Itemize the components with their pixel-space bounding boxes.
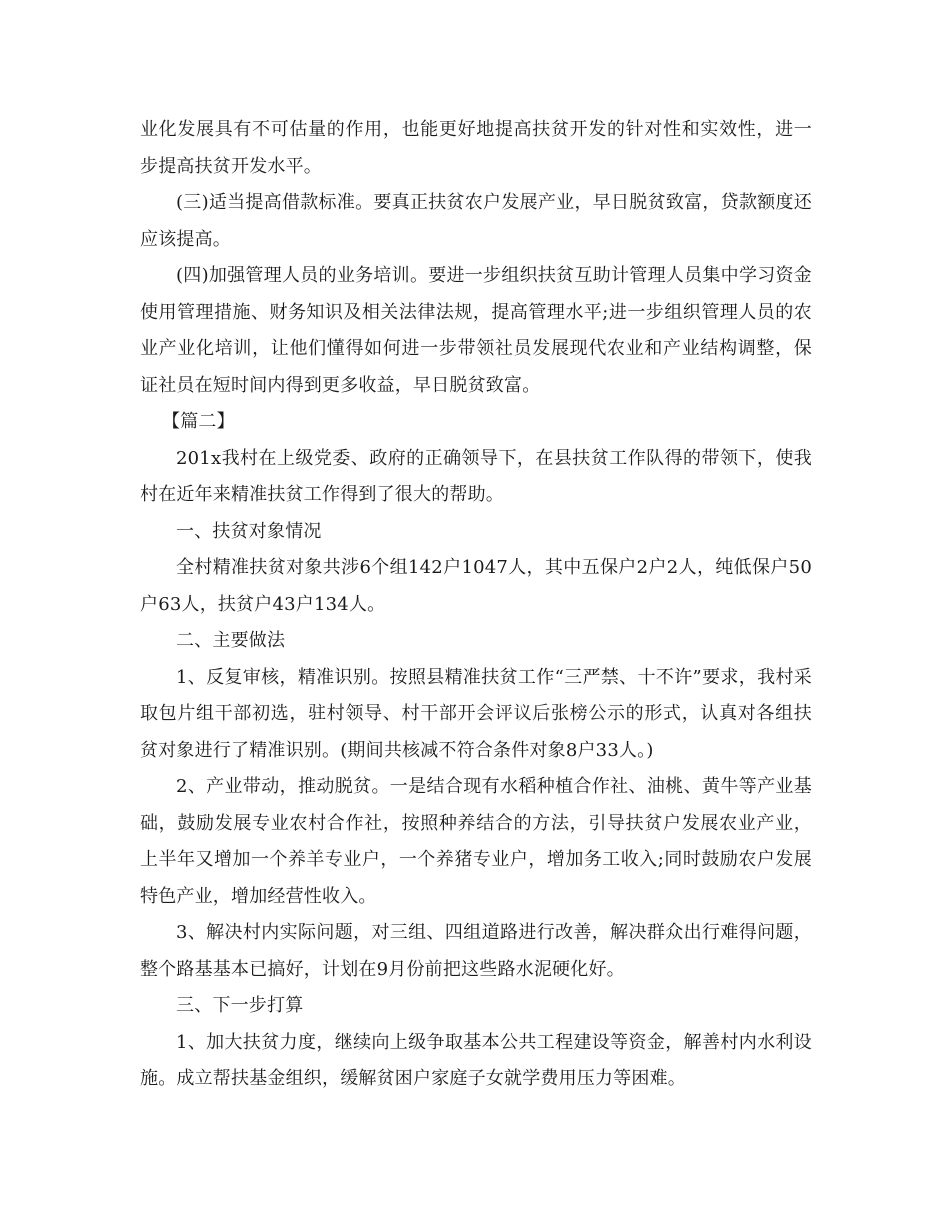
subheading-target-situation: 一、扶贫对象情况 — [176, 520, 322, 542]
paragraph-next-step-1: 1、加大扶贫力度，继续向上级争取基本公共工程建设等资金，解善村内水利设施。成立帮扶基金组织，缓解贫困户家庭子女就学费用压力等困难。 — [140, 1031, 812, 1089]
paragraph-item-3: (三)适当提高借款标准。要真正扶贫农户发展产业，早日脱贫致富，贷款额度还应该提高。 — [140, 192, 812, 250]
paragraph-continuation: 业化发展具有不可估量的作用，也能更好地提高扶贫开发的针对性和实效性，进一步提高扶贫开发水平。 — [140, 119, 812, 177]
subheading-main-methods: 二、主要做法 — [176, 630, 286, 651]
paragraph-method-1: 1、反复审核，精准识别。按照县精准扶贫工作“三严禁、十不许”要求，我村采取包片组干部初选，驻村领导、村干部开会评议后张榜公示的形式，认真对各组扶贫对象进行了精准识别。(期间共核减不符合条件对象8户33人。) — [140, 666, 812, 761]
section-heading-part-two: 【篇二】 — [162, 411, 235, 432]
paragraph-item-4: (四)加强管理人员的业务培训。要进一步组织扶贫互助计管理人员集中学习资金使用管理措施、财务知识及相关法律法规，提高管理水平;进一步组织管理人员的农业产业化培训，让他们懂得如何进一步带领社员发展现代农业和产业结构调整，保证社员在短时间内得到更多收益，早日脱贫致富。 — [140, 265, 812, 396]
document-body — [140, 112, 812, 1098]
paragraph-method-2: 2、产业带动，推动脱贫。一是结合现有水稻种植合作社、油桃、黄牛等产业基础，鼓励发展专业农村合作社，按照种养结合的方法，引导扶贫户发展农业产业，上半年又增加一个养羊专业户，一个养猪专业户，增加务工收入;同时鼓励农户发展特色产业，增加经营性收入。 — [140, 776, 812, 907]
subheading-next-steps: 三、下一步打算 — [176, 995, 304, 1016]
paragraph-method-3: 3、解决村内实际问题，对三组、四组道路进行改善，解决群众出行难得问题，整个路基基本已搞好，计划在9月份前把这些路水泥硬化好。 — [140, 922, 812, 980]
paragraph-target-stats: 全村精准扶贫对象共涉6个组142户1047人，其中五保户2户2人，纯低保户50户63人，扶贫户43户134人。 — [140, 557, 812, 615]
paragraph-intro: 201x我村在上级党委、政府的正确领导下，在县扶贫工作队得的带领下，使我村在近年来精准扶贫工作得到了很大的帮助。 — [140, 447, 812, 505]
